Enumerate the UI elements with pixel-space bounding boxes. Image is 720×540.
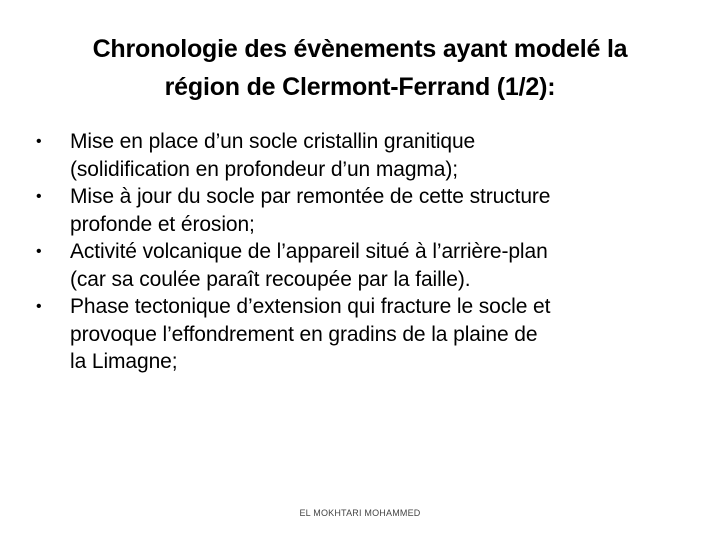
title-line-1: Chronologie des évènements ayant modelé la [92,35,628,63]
bullet-text-line: Mise à jour du socle par remontée de cette structure [70,185,551,208]
bullet-item-mise-a-jour [36,183,696,238]
bullet-icon: • [36,298,42,315]
bullet-text-line: Phase tectonique d’extension qui fracture le socle et [70,295,551,318]
bullet-item-volcanisme [36,238,696,293]
title-line-2: région de Clermont-Ferrand (1/2): [164,73,556,101]
bullet-text-line: (solidification en profondeur d’un magma); [70,157,459,181]
bullet-text-line: Activité volcanique de l’appareil situé à l’arrière-plan [70,240,548,263]
footer-author: EL MOKHTARI MOHAMMED [299,508,421,518]
bullet-item-socle [36,128,696,183]
bullet-text-line: provoque l’effondrement en gradins de la plaine de [70,322,538,346]
bullet-item-tectonique [36,293,696,376]
bullet-text-line: la Limagne; [70,350,178,373]
bullet-icon: • [36,133,42,150]
bullet-icon: • [36,243,42,260]
bullet-text-line: profonde et érosion; [70,212,255,236]
bullet-icon: • [36,188,42,205]
bullet-list [36,128,696,376]
bullet-text-line: Mise en place d’un socle cristallin granitique [70,130,476,153]
bullet-text-line: (car sa coulée paraît recoupée par la faille). [70,267,471,291]
slide-title [40,30,680,106]
